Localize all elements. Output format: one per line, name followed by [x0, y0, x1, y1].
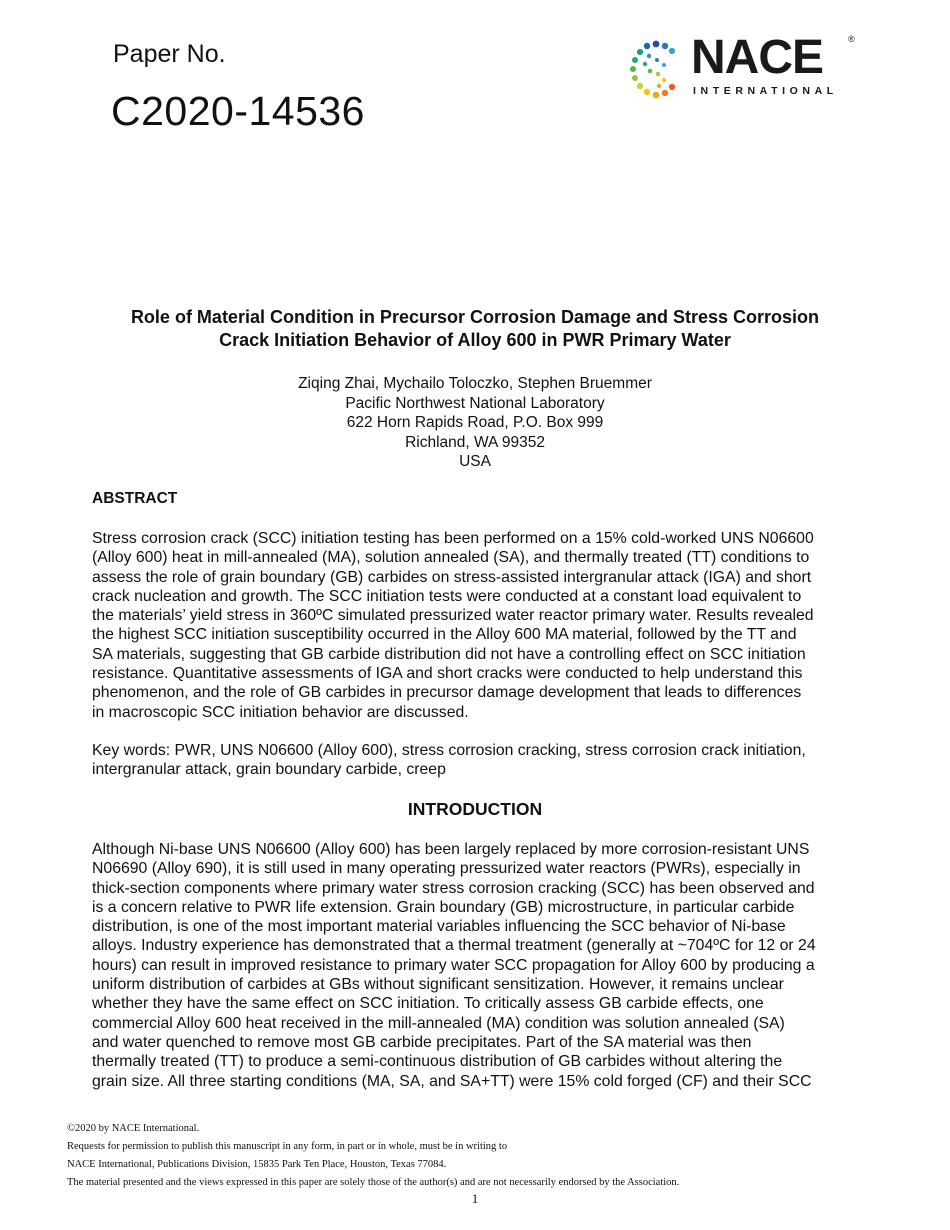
text-line: Although Ni-base UNS N06600 (Alloy 600) has been largely replaced by more corrosion-resistant UNS: [92, 841, 810, 858]
text-line: thermally treated (TT) to produce a semi-continuous distribution of GB carbides without altering the: [92, 1053, 783, 1071]
text-line: crack nucleation and growth. The SCC initiation tests were conducted at a constant load equivalent to: [92, 587, 802, 605]
paper-number: C2020-14536: [111, 88, 365, 134]
text-line: thick-section components where primary water stress corrosion cracking (SCC) has been observed and: [92, 879, 815, 897]
text-line: N06690 (Alloy 690), it is still used in many operating pressurized water reactors (PWRs), especially in: [92, 860, 801, 878]
logo-subtext: INTERNATIONAL: [693, 85, 838, 97]
text-line: resistance. Quantitative assessments of IGA and short cracks were conducted to help understand this: [92, 665, 803, 683]
text-line: commercial Alloy 600 heat received in the mill-annealed (MA) condition was solution annealed (SA): [92, 1014, 785, 1032]
copyright-footer: [67, 1120, 887, 1192]
introduction-heading: INTRODUCTION: [407, 799, 543, 819]
text-line: hours) can result in improved resistance to primary water SCC propagation for Alloy 600 by producing a: [92, 956, 815, 974]
keywords-paragraph: [92, 741, 862, 780]
footer-line: Requests for permission to publish this manuscript in any form, in part or in whole, must be in writing to: [67, 1141, 508, 1152]
text-line: the highest SCC initiation susceptibility occurred in the Alloy 600 MA material, followed by the TT and: [92, 626, 797, 644]
introduction-paragraph: [92, 840, 862, 1091]
footer-line: NACE International, Publications Division, 15835 Park Ten Place, Houston, Texas 77084.: [67, 1159, 447, 1170]
author-names: Ziqing Zhai, Mychailo Toloczko, Stephen Bruemmer: [298, 375, 652, 392]
text-line: assess the role of grain boundary (GB) carbides on stress-assisted intergranular attack (IGA) and short: [92, 568, 812, 586]
text-line: intergranular attack, grain boundary carbide, creep: [92, 761, 446, 779]
text-line: SA materials, suggesting that GB carbide distribution did not have a controlling effect on SCC initiation: [92, 645, 806, 663]
text-line: phenomenon, and the role of GB carbides in precursor damage development that leads to differences: [92, 684, 802, 702]
footer-line: ©2020 by NACE International.: [67, 1123, 200, 1134]
author-block: [175, 374, 775, 472]
text-line: Key words: PWR, UNS N06600 (Alloy 600), stress corrosion cracking, stress corrosion crack initiation,: [92, 742, 806, 759]
text-line: is a concern relative to PWR life extension. Grain boundary (GB) microstructure, in particular carbide: [92, 898, 795, 916]
text-line: in macroscopic SCC initiation behavior are discussed.: [92, 703, 469, 721]
title-line: Crack Initiation Behavior of Alloy 600 in PWR Primary Water: [219, 330, 731, 350]
paper-number-label: Paper No.: [113, 40, 226, 68]
title-line: Role of Material Condition in Precursor Corrosion Damage and Stress Corrosion: [130, 307, 820, 327]
abstract-heading: ABSTRACT: [92, 490, 178, 507]
page-number: 1: [471, 1191, 479, 1206]
text-line: alloys. Industry experience has demonstrated that a thermal treatment (generally at ~704ºC for 12 or 24: [92, 937, 816, 955]
address-street: 622 Horn Rapids Road, P.O. Box 999: [346, 414, 604, 431]
nace-logo-mark-icon: [625, 38, 687, 100]
paper-title: [60, 306, 890, 352]
logo-wordmark: NACE: [691, 31, 824, 84]
address-city: Richland, WA 99352: [405, 433, 545, 451]
registered-mark: ®: [848, 34, 855, 44]
affiliation: Pacific Northwest National Laboratory: [345, 394, 605, 412]
text-line: distribution, is one of the most important material variables influencing the SCC behavior of Ni-base: [92, 918, 786, 936]
text-line: (Alloy 600) heat in mill-annealed (MA), solution annealed (SA), and thermally treated (TT) conditions to: [92, 549, 810, 567]
text-line: grain size. All three starting conditions (MA, SA, and SA+TT) were 15% cold forged (CF) and their SCC: [92, 1072, 812, 1090]
text-line: the materials’ yield stress in 360ºC simulated pressurized water reactor primary water. Results revealed: [92, 607, 814, 625]
nace-logo: [625, 31, 860, 104]
text-line: Stress corrosion crack (SCC) initiation testing has been performed on a 15% cold-worked UNS N06600: [92, 530, 814, 547]
text-line: whether they have the same effect on SCC initiation. To critically assess GB carbide effects, one: [92, 995, 764, 1013]
text-line: uniform distribution of carbides at GBs without significant sensitization. However, it remains unclear: [92, 976, 784, 994]
text-line: and water quenched to remove most GB carbide precipitates. Part of the SA material was then: [92, 1033, 752, 1051]
address-country: USA: [459, 453, 491, 470]
footer-line: The material presented and the views expressed in this paper are solely those of the author(s) and are not necessarily endorsed by the Association.: [67, 1177, 680, 1188]
abstract-paragraph: [92, 529, 862, 722]
